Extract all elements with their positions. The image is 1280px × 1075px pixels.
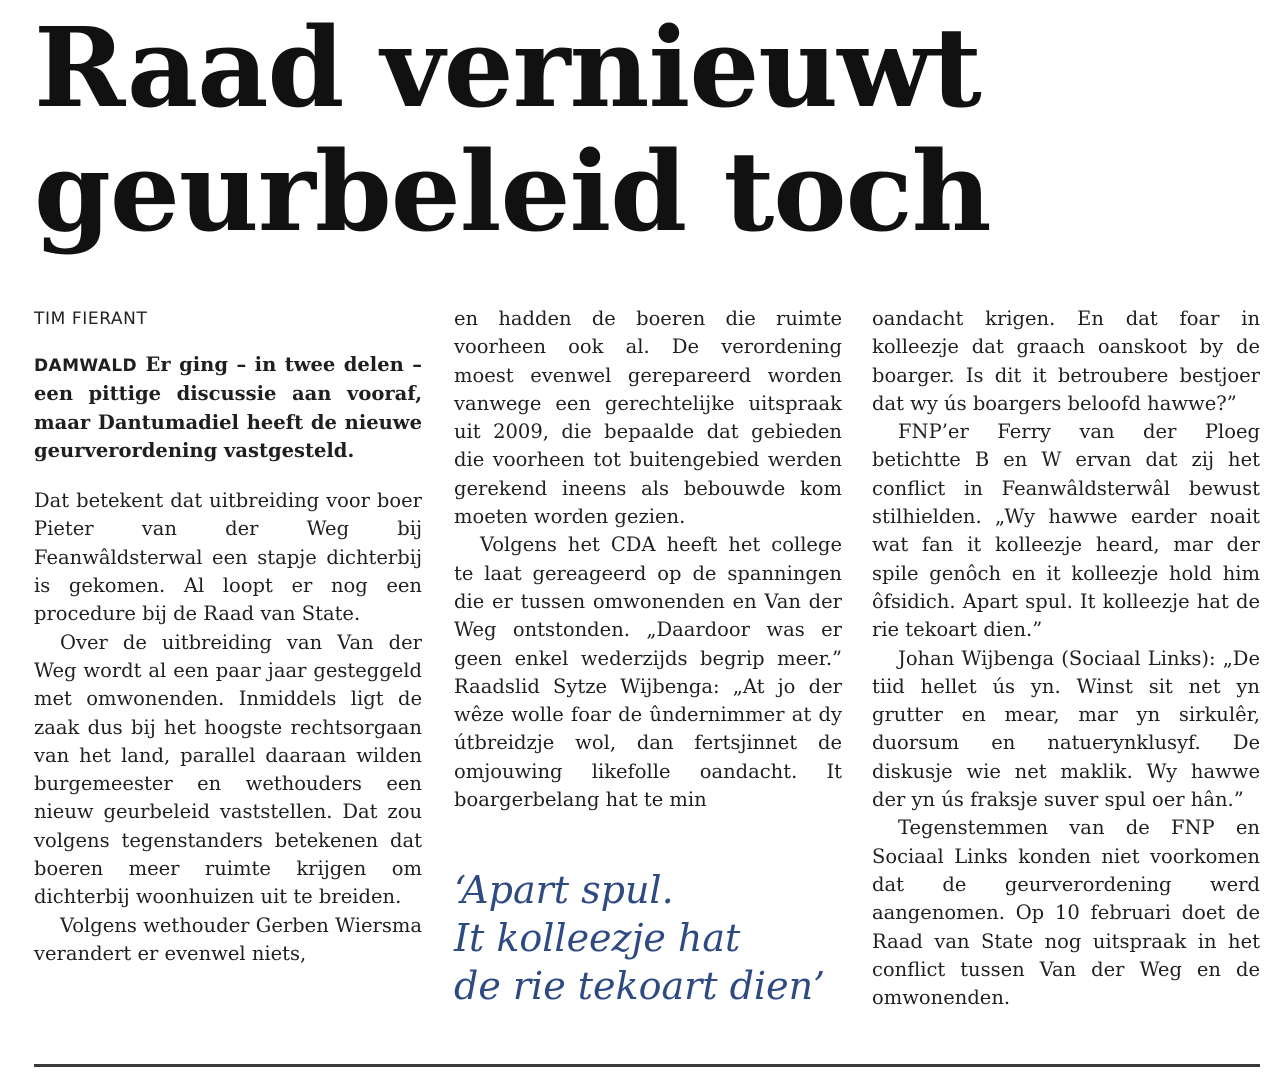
pull-quote (454, 866, 854, 1010)
column-1 (34, 305, 422, 968)
body-paragraph: Johan Wijbenga (Sociaal Links): „De tiid hellet ús yn. Winst sit net yn grutter en mear, mar yn sirkulêr, duorsum en natuerynklusyf. De diskusje wie net maklik. Wy hawwe der yn ús fraksje suver spul oer hân.” (872, 646, 1260, 812)
column-3 (872, 305, 1260, 1012)
bottom-divider (34, 1064, 1260, 1067)
pull-quote-line-3: de rie tekoart dien’ (454, 964, 826, 1008)
body-paragraph: Volgens wethouder Gerben Wiersma verandert er evenwel niets, (34, 913, 422, 965)
body-paragraph: en hadden de boeren die ruimte voorheen ook al. De verordening moest evenwel gerepareerd worden vanwege een gerechtelijke uitspraak uit 2009, die bepaalde dat gebieden die voorheen tot buitengebied werden gerekend ineens als bebouwde kom moeten worden gezien. (454, 307, 842, 529)
column-2 (454, 305, 842, 814)
headline-line-2: geurbeleid toch (34, 127, 991, 256)
body-paragraph: FNP’er Ferry van der Ploeg betichtte B en W ervan dat zij het conflict in Feanwâldsterwâl bewust stilhielden. „Wy hawwe earder noait wat fan it kolleezje heard, mar der spile genôch en it kolleezje hold him ôfsidich. Apart spul. It kolleezje hat de rie tekoart dien.” (872, 420, 1260, 642)
headline-line-1: Raad vernieuwt (34, 3, 981, 132)
pull-quote-line-1: ‘Apart spul. (454, 868, 674, 912)
body-paragraph: oandacht krigen. En dat foar in kolleezje dat graach oanskoot by de boarger. Is dit it betroubere bestjoer dat wy ús boargers beloofd hawwe?” (872, 307, 1260, 415)
lead-paragraph (34, 351, 422, 465)
dateline: DAMWALD (34, 356, 138, 376)
body-paragraph: Volgens het CDA heeft het college te laat gereageerd op de spanningen die er tussen omwonenden en Van der Weg ontstonden. „Daardoor was er geen enkel wederzijds begrip meer.” Raadslid Sytze Wijbenga: „At jo der wêze wolle foar de ûndernimmer at dy útbreidzje wol, dan fertsjinnet de omjouwing likefolle oandacht. It boargerbelang hat te min (454, 533, 842, 812)
body-paragraph: Over de uitbreiding van Van der Weg wordt al een paar jaar gesteggeld met omwonenden. Inmiddels ligt de zaak dus bij het hoogste rechtsorgaan van het land, parallel daaraan wilden burgemeester en wethouders een nieuw geurbeleid vaststellen. Dat zou volgens tegenstanders betekenen dat boeren meer ruimte krijgen om dichterbij woonhuizen uit te breiden. (34, 630, 422, 909)
body-paragraph: Tegenstemmen van de FNP en Sociaal Links konden niet voorkomen dat de geurverordening werd aangenomen. Op 10 februari doet de Raad van State nog uitspraak in het conflict tussen Van der Weg en de omwonenden. (872, 816, 1260, 1010)
headline (34, 3, 1254, 256)
body-paragraph: Dat betekent dat uitbreiding voor boer Pieter van der Weg bij Feanwâldsterwal een stapje dichterbij is gekomen. Al loopt er nog een procedure bij de Raad van State. (34, 489, 422, 626)
pull-quote-line-2: It kolleezje hat (454, 916, 741, 960)
lead-text: Er ging – in twee delen – een pittige discussie aan vooraf, maar Dantumadiel heeft de nieuwe geurverordening vastgesteld. (34, 353, 423, 462)
byline: TIM FIERANT (34, 309, 148, 329)
